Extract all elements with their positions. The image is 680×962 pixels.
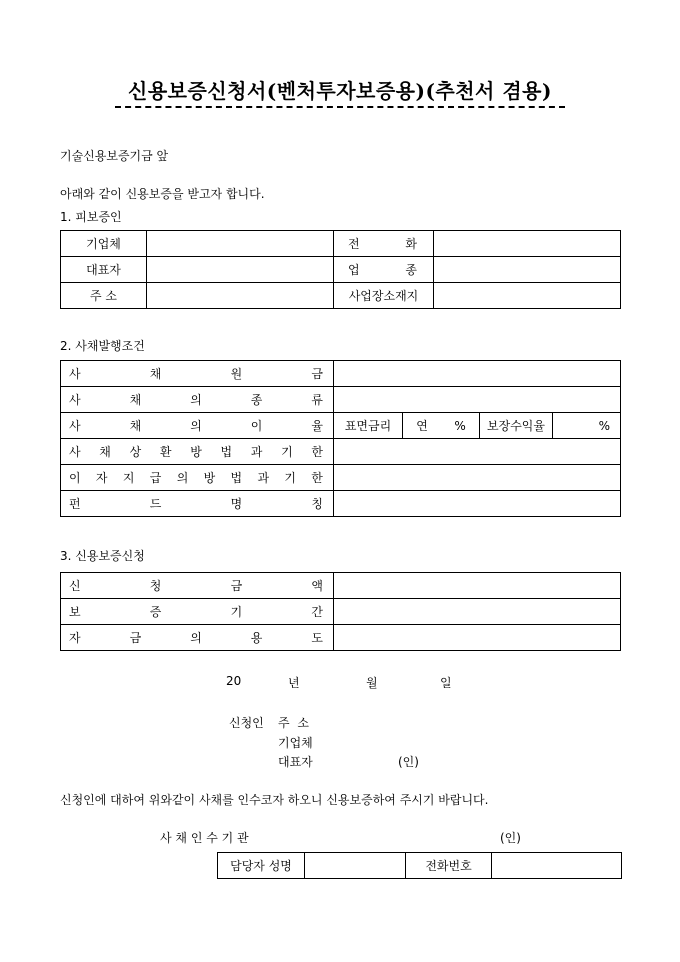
label-repayment <box>61 439 334 465</box>
guaranteed-yield-field[interactable] <box>553 413 620 438</box>
phone-value-cell[interactable] <box>434 231 621 257</box>
section1-heading: 1. 피보증인 <box>60 210 122 224</box>
percent-sign-2: % <box>598 418 610 433</box>
table-row <box>61 491 621 517</box>
request-statement: 신청인에 대하여 위와같이 사채를 인수코자 하오니 신용보증하여 주시기 바랍니다. <box>60 793 489 807</box>
applicant-seal: (인) <box>398 755 419 769</box>
contact-table <box>217 852 622 879</box>
label-text: 이 자 지 급 의 방 법 과 기 한 <box>69 471 323 485</box>
interest-payment-value-cell[interactable] <box>334 465 621 491</box>
section2-heading: 2. 사채발행조건 <box>60 339 145 353</box>
address-value-cell[interactable] <box>147 283 334 309</box>
phone-number-value-cell[interactable] <box>492 853 622 879</box>
label-text: 펀 드 명 칭 <box>69 497 323 511</box>
bond-rate-cell <box>334 413 621 439</box>
fund-use-value-cell[interactable] <box>334 625 621 651</box>
table-row <box>61 413 621 439</box>
industry-value-cell[interactable] <box>434 257 621 283</box>
label-fund-name <box>61 491 334 517</box>
table-row <box>218 853 622 879</box>
label-text: 사 채 의 종 류 <box>69 393 323 407</box>
label-text: 자 금 의 용 도 <box>69 631 323 645</box>
label-fund-use <box>61 625 334 651</box>
table-row <box>61 361 621 387</box>
guarantee-period-value-cell[interactable] <box>334 599 621 625</box>
face-rate-label: 표면금리 <box>334 413 403 438</box>
date-month: 월 <box>366 676 378 690</box>
section2-table <box>60 360 621 517</box>
date-day: 일 <box>440 676 452 690</box>
label-text: 사 채 의 이 율 <box>69 419 323 433</box>
section1-table <box>60 230 621 309</box>
label-bond-rate <box>61 413 334 439</box>
face-rate-field[interactable] <box>403 413 480 438</box>
percent-sign-1: % <box>454 418 466 433</box>
label-phone: 전 화 <box>334 231 434 257</box>
company-value-cell[interactable] <box>147 231 334 257</box>
label-bond-principal <box>61 361 334 387</box>
underwriter-label: 사 채 인 수 기 관 <box>160 831 249 845</box>
label-business-location: 사업장소재지 <box>334 283 434 309</box>
manager-name-value-cell[interactable] <box>305 853 406 879</box>
label-representative: 대표자 <box>61 257 147 283</box>
label-text: 사 채 원 금 <box>69 367 323 381</box>
table-row <box>61 439 621 465</box>
table-row <box>61 257 621 283</box>
label-application-amount <box>61 573 334 599</box>
applicant-address-label: 주 소 <box>278 716 311 730</box>
date-year: 년 <box>288 676 300 690</box>
applicant-label: 신청인 <box>229 716 264 730</box>
table-row <box>61 283 621 309</box>
applicant-company-label: 기업체 <box>278 736 313 750</box>
table-row <box>61 231 621 257</box>
underwriter-seal: (인) <box>500 831 521 845</box>
label-interest-payment <box>61 465 334 491</box>
label-bond-type <box>61 387 334 413</box>
label-phone-number: 전화번호 <box>406 853 492 879</box>
applicant-representative-label: 대표자 <box>278 755 313 769</box>
guaranteed-yield-label: 보장수익율 <box>480 413 553 438</box>
label-address: 주 소 <box>61 283 147 309</box>
label-text: 사 채 상 환 방 법 과 기 한 <box>69 445 323 459</box>
label-text: 보 증 기 간 <box>69 605 323 619</box>
table-row <box>61 387 621 413</box>
label-text: 신 청 금 액 <box>69 579 323 593</box>
section3-table <box>60 572 621 651</box>
application-amount-value-cell[interactable] <box>334 573 621 599</box>
date-year-prefix: 20 <box>226 674 242 688</box>
label-guarantee-period <box>61 599 334 625</box>
repayment-value-cell[interactable] <box>334 439 621 465</box>
table-row <box>61 625 621 651</box>
business-location-value-cell[interactable] <box>434 283 621 309</box>
fund-name-value-cell[interactable] <box>334 491 621 517</box>
table-row <box>61 465 621 491</box>
intro-text: 아래와 같이 신용보증을 받고자 합니다. <box>60 187 265 201</box>
table-row <box>61 599 621 625</box>
bond-principal-value-cell[interactable] <box>334 361 621 387</box>
representative-value-cell[interactable] <box>147 257 334 283</box>
label-industry: 업 종 <box>334 257 434 283</box>
form-title: 신용보증신청서(벤처투자보증용)(추천서 겸용) <box>128 79 552 103</box>
bond-type-value-cell[interactable] <box>334 387 621 413</box>
table-row <box>61 573 621 599</box>
title-underline <box>115 106 565 108</box>
label-manager-name: 담당자 성명 <box>218 853 305 879</box>
label-company: 기업체 <box>61 231 147 257</box>
section3-heading: 3. 신용보증신청 <box>60 549 145 563</box>
year-label: 연 <box>416 419 428 433</box>
addressee: 기술신용보증기금 앞 <box>60 149 169 163</box>
